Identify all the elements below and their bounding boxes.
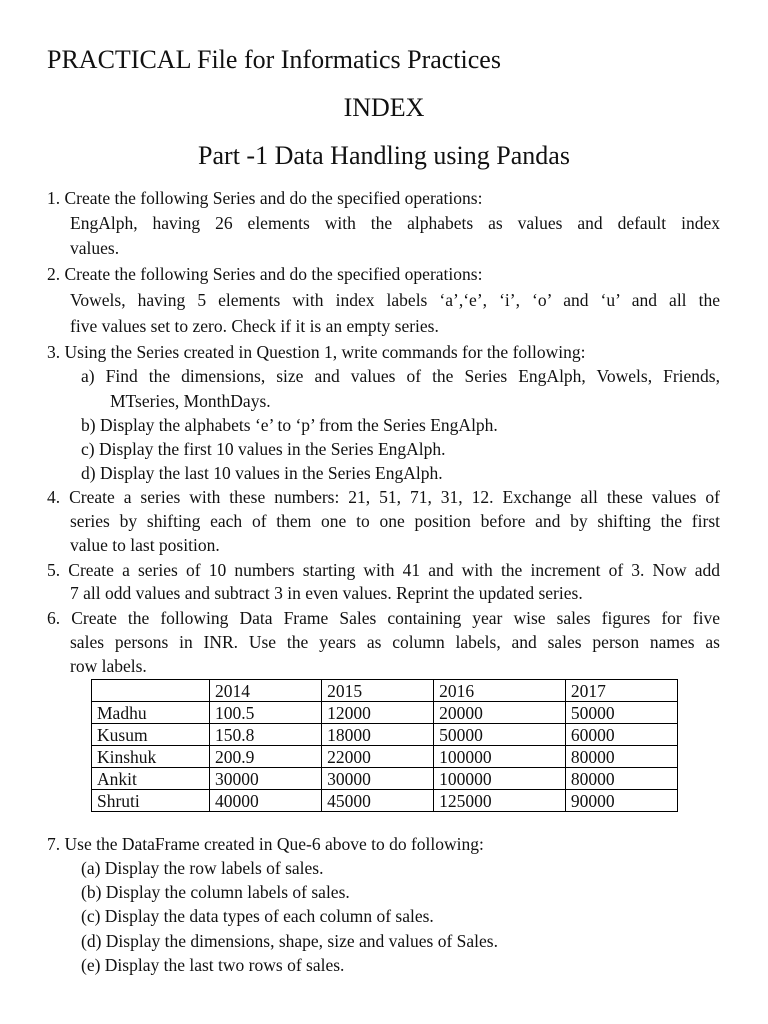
question-4-line-2: series by shifting each of them one to one position before and by shifting the first: [70, 511, 720, 531]
question-2-line-3: five values set to zero. Check if it is an empty series.: [70, 316, 439, 336]
question-6-line-1: 6. Create the following Data Frame Sales containing year wise sales figures for five: [47, 608, 720, 628]
row-label-cell: Kusum: [92, 724, 210, 746]
table-row: [92, 746, 678, 768]
question-1-line-2: EngAlph, having 26 elements with the alphabets as values and default index: [70, 213, 720, 233]
table-cell: 30000: [322, 768, 434, 790]
table-cell: 100000: [434, 768, 566, 790]
table-cell: 12000: [322, 702, 434, 724]
header-cell-2015: 2015: [322, 680, 434, 702]
table-row: [92, 702, 678, 724]
table-cell: 60000: [565, 724, 677, 746]
header-cell-corner: [92, 680, 210, 702]
question-7-item-a: (a) Display the row labels of sales.: [81, 858, 324, 878]
question-3-item-b: b) Display the alphabets ‘e’ to ‘p’ from the Series EngAlph.: [81, 415, 498, 435]
header-cell-2016: 2016: [434, 680, 566, 702]
question-3-title: 3. Using the Series created in Question 1, write commands for the following:: [47, 342, 586, 362]
header-cell-2014: 2014: [210, 680, 322, 702]
question-5-line-1: 5. Create a series of 10 numbers starting with 41 and with the increment of 3. Now add: [47, 560, 720, 580]
table-cell: 100.5: [210, 702, 322, 724]
table-cell: 80000: [565, 746, 677, 768]
table-cell: 125000: [434, 790, 566, 812]
question-3-item-c: c) Display the first 10 values in the Series EngAlph.: [81, 439, 446, 459]
question-7-item-c: (c) Display the data types of each column of sales.: [81, 906, 434, 926]
table-row: [92, 768, 678, 790]
table-cell: 22000: [322, 746, 434, 768]
table-cell: 30000: [210, 768, 322, 790]
question-7-item-e: (e) Display the last two rows of sales.: [81, 955, 345, 975]
question-3-item-a-line-2: MTseries, MonthDays.: [110, 391, 271, 411]
question-6-line-2: sales persons in INR. Use the years as column labels, and sales person names as: [70, 632, 720, 652]
sales-table: [91, 679, 678, 812]
header-cell-2017: 2017: [565, 680, 677, 702]
question-3-item-d: d) Display the last 10 values in the Series EngAlph.: [81, 463, 443, 483]
question-2-line-2: Vowels, having 5 elements with index labels ‘a’,‘e’, ‘i’, ‘o’ and ‘u’ and all the: [70, 290, 720, 310]
question-2-title: 2. Create the following Series and do the specified operations:: [47, 264, 483, 284]
question-7-title: 7. Use the DataFrame created in Que-6 above to do following:: [47, 834, 484, 854]
table-cell: 50000: [434, 724, 566, 746]
row-label-cell: Madhu: [92, 702, 210, 724]
question-1-line-3: values.: [70, 238, 120, 258]
document-title: PRACTICAL File for Informatics Practices: [47, 45, 501, 74]
table-cell: 100000: [434, 746, 566, 768]
question-4-line-1: 4. Create a series with these numbers: 21, 51, 71, 31, 12. Exchange all these values of: [47, 487, 720, 507]
question-5-line-2: 7 all odd values and subtract 3 in even values. Reprint the updated series.: [70, 583, 583, 603]
sales-table-header-row: [92, 680, 678, 702]
table-cell: 150.8: [210, 724, 322, 746]
table-row: [92, 790, 678, 812]
table-row: [92, 724, 678, 746]
table-cell: 90000: [565, 790, 677, 812]
table-cell: 50000: [565, 702, 677, 724]
table-cell: 200.9: [210, 746, 322, 768]
table-cell: 40000: [210, 790, 322, 812]
question-3-item-a-line-1: a) Find the dimensions, size and values of the Series EngAlph, Vowels, Friends,: [81, 366, 720, 386]
question-6-line-3: row labels.: [70, 656, 147, 676]
index-heading: INDEX: [343, 93, 425, 122]
question-7-item-d: (d) Display the dimensions, shape, size and values of Sales.: [81, 931, 498, 951]
question-1-title: 1. Create the following Series and do the specified operations:: [47, 188, 483, 208]
table-cell: 45000: [322, 790, 434, 812]
question-7-item-b: (b) Display the column labels of sales.: [81, 882, 350, 902]
question-4-line-3: value to last position.: [70, 535, 220, 555]
row-label-cell: Ankit: [92, 768, 210, 790]
row-label-cell: Kinshuk: [92, 746, 210, 768]
part-heading: Part -1 Data Handling using Pandas: [198, 141, 570, 170]
table-cell: 80000: [565, 768, 677, 790]
row-label-cell: Shruti: [92, 790, 210, 812]
table-cell: 18000: [322, 724, 434, 746]
table-cell: 20000: [434, 702, 566, 724]
